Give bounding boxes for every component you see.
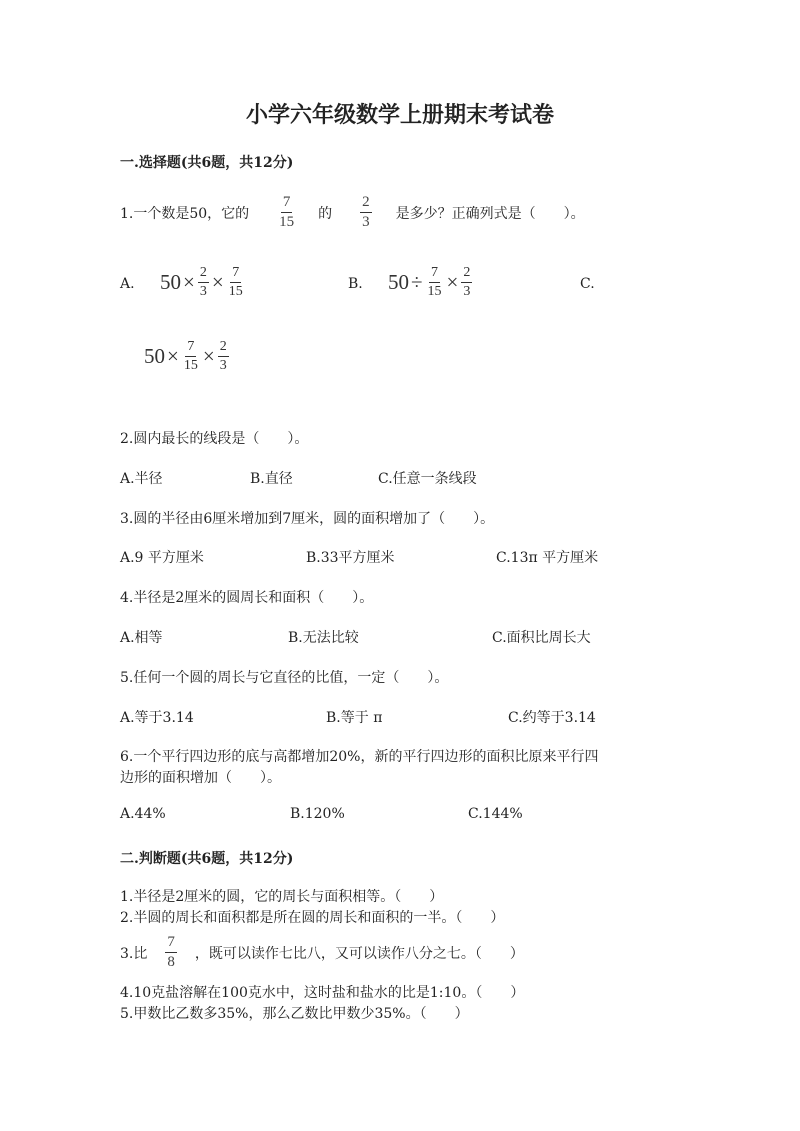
question-1-fraction-2 [360, 195, 372, 230]
fraction-numerator: 2 [218, 340, 229, 357]
judgment-5: 5.甲数比乙数多35%，那么乙数比甲数少35%。（ ） [120, 1006, 469, 1022]
expression-fraction [227, 266, 245, 299]
fraction-numerator: 7 [230, 266, 241, 283]
fraction-numerator: 7 [185, 340, 196, 357]
fraction-numerator: 2 [360, 195, 372, 213]
judgment-3-fraction [165, 935, 177, 970]
question-3-option-b: B.33平方厘米 [306, 550, 395, 566]
judgment-2: 2.半圆的周长和面积都是所在圆的周长和面积的一半。（ ） [120, 910, 505, 926]
question-5-option-a: A.等于3.14 [120, 710, 194, 726]
question-6-option-b: B.120% [290, 806, 345, 822]
expression-operator: × [167, 344, 179, 368]
judgment-4: 4.10克盐溶解在100克水中，这时盐和盐水的比是1:10。（ ） [120, 985, 525, 1001]
expression-operator: ÷ [411, 270, 423, 294]
question-5: 5.任何一个圆的周长与它直径的比值，一定（ ）。 [120, 670, 449, 686]
judgment-3-suffix: ，既可以读作七比八，又可以读作八分之七。（ ） [194, 945, 524, 962]
question-6-option-a: A.44% [120, 806, 166, 822]
expression-whole: 50 [388, 270, 409, 294]
question-2-option-a: A.半径 [120, 471, 163, 487]
fraction-numerator: 7 [281, 195, 293, 213]
question-4-option-a: A.相等 [120, 630, 163, 646]
expression-fraction [461, 266, 472, 299]
question-2-option-b: B.直径 [250, 471, 293, 487]
question-1-option-c-expression [144, 340, 230, 373]
question-1-option-b-expression [388, 266, 473, 299]
expression-operator: × [202, 344, 215, 368]
question-1-prefix: 1.一个数是50，它的 [120, 205, 250, 222]
expression-fraction [182, 340, 200, 373]
fraction-denominator: 15 [279, 214, 295, 230]
question-2: 2.圆内最长的线段是（ ）。 [120, 431, 309, 447]
fraction-denominator: 15 [228, 284, 243, 299]
fraction-denominator: 8 [167, 954, 175, 970]
question-5-option-b: B.等于 π [326, 710, 383, 726]
fraction-denominator: 3 [199, 284, 207, 299]
fraction-numerator: 7 [429, 266, 440, 283]
question-4: 4.半径是2厘米的圆周长和面积（ ）。 [120, 590, 374, 606]
question-1-option-c-label: C. [580, 276, 595, 292]
question-3-option-a: A.9 平方厘米 [120, 550, 204, 566]
fraction-numerator: 2 [461, 266, 472, 283]
fraction-denominator: 15 [427, 284, 442, 299]
judgment-1: 1.半径是2厘米的圆，它的周长与面积相等。（ ） [120, 889, 444, 905]
expression-fraction [198, 266, 209, 299]
fraction-denominator: 15 [183, 358, 198, 373]
question-1-fraction-1 [277, 195, 296, 230]
fraction-denominator: 3 [362, 214, 370, 230]
question-1-option-a-expression [160, 266, 246, 299]
expression-whole: 50 [160, 270, 181, 294]
page-title: 小学六年级数学上册期末考试卷 [245, 102, 554, 128]
judgment-3-prefix: 3.比 [120, 945, 148, 962]
expression-operator: × [211, 270, 224, 294]
expression-fraction [426, 266, 444, 299]
question-6-option-c: C.144% [468, 806, 523, 822]
question-6-line-2: 边形的面积增加（ ）。 [120, 770, 281, 786]
question-2-option-c: C.任意一条线段 [378, 471, 477, 487]
question-3: 3.圆的半径由6厘米增加到7厘米，圆的面积增加了（ ）。 [120, 511, 495, 527]
expression-operator: × [183, 270, 195, 294]
question-3-option-c: C.13π 平方厘米 [496, 550, 599, 566]
question-1-option-b-label: B. [348, 276, 363, 292]
fraction-denominator: 3 [463, 284, 471, 299]
expression-fraction [218, 340, 229, 373]
section-1-heading: 一.选择题(共6题，共12分) [120, 155, 294, 171]
question-4-option-b: B.无法比较 [288, 630, 359, 646]
question-4-option-c: C.面积比周长大 [492, 630, 591, 646]
judgment-3 [120, 935, 524, 970]
fraction-numerator: 7 [165, 935, 177, 953]
section-2-heading: 二.判断题(共6题，共12分) [120, 851, 294, 867]
question-5-option-c: C.约等于3.14 [508, 710, 596, 726]
question-1-option-a-label: A. [120, 276, 135, 292]
fraction-numerator: 2 [198, 266, 209, 283]
question-1-mid: 的 [318, 205, 333, 222]
question-1-suffix: 是多少？正确列式是（ ）。 [395, 205, 585, 222]
expression-operator: × [446, 270, 459, 294]
question-1 [120, 195, 585, 230]
question-6-line-1: 6.一个平行四边形的底与高都增加20%，新的平行四边形的面积比原来平行四 [120, 749, 599, 765]
expression-whole: 50 [144, 344, 165, 368]
fraction-denominator: 3 [219, 358, 227, 373]
